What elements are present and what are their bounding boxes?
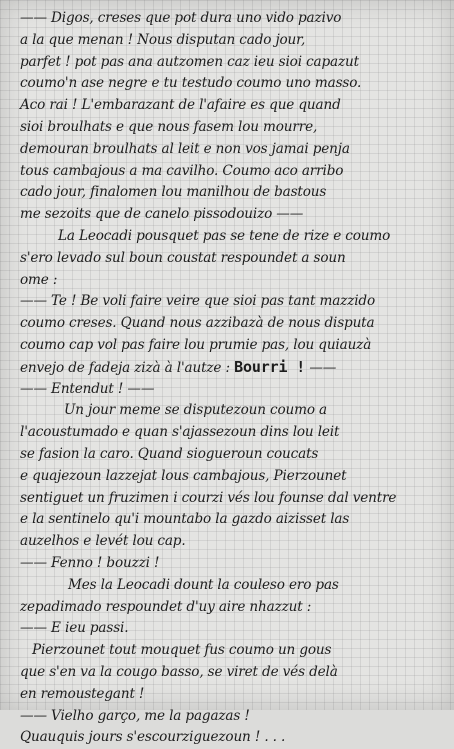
text-line: a la que menan ! Nous disputan cado jour,	[20, 31, 306, 48]
text-line: e quajezoun lazzejat lous cambajous, Pierzounet	[20, 467, 347, 484]
text-line: Quauquis jours s'escourziguezoun ! . . .	[20, 729, 286, 746]
dialogue-line: —— E ieu passi.	[20, 620, 129, 637]
text-line: parfet ! pot pas ana autzomen caz ieu sioi capazut	[20, 53, 359, 70]
text-line: que s'en va la cougo basso, se viret de vés delà	[20, 663, 338, 680]
text-line: coumo cap vol pas faire lou prumie pas, lou quiauzà	[20, 336, 372, 353]
text-line: zepadimado respoundet d'uy aire nhazzut :	[20, 598, 312, 615]
dialogue-line: —— Vielho garço, me la pagazas !	[20, 707, 250, 724]
text-line: sioi broulhats e que nous fasem lou mourre,	[20, 118, 318, 135]
text-line: ome :	[20, 271, 58, 288]
text-line: s'ero levado sul boun coustat respoundet a soun	[20, 249, 346, 266]
paragraph-start-line: Pierzounet tout mouquet fus coumo un gous	[32, 642, 332, 659]
dialogue-line: —— Entendut ! ——	[20, 380, 155, 397]
text-line: en remoustegant !	[20, 685, 145, 702]
emphasis-word: Bourri !	[234, 357, 306, 376]
text-line: se fasion la caro. Quand siogueroun coucats	[20, 445, 319, 462]
paragraph-start-line: Un jour meme se disputezoun coumo a	[64, 402, 328, 419]
text-line: cado jour, finalomen lou manilhou de bastous	[20, 184, 327, 201]
text-line: Aco rai ! L'embarazant de l'afaire es que quand	[20, 97, 341, 114]
text-line: l'acoustumado e quan s'ajassezoun dins lou leit	[20, 424, 340, 441]
dialogue-line: —— Fenno ! bouzzi !	[20, 554, 160, 571]
text-line: coumo'n ase negre e tu testudo coumo uno masso.	[20, 75, 362, 92]
text-fragment: envejo de fadeja zizà à l'autze :	[20, 359, 230, 376]
paragraph-start-line: La Leocadi pousquet pas se tene de rize e coumo	[58, 227, 391, 244]
text-line: tous cambajous a ma cavilho. Coumo aco arribo	[20, 162, 344, 179]
text-line: me sezoits que de canelo pissodouizo ——	[20, 206, 304, 223]
text-line: e la sentinelo qu'i mountabo la gazdo aizisset las	[20, 511, 350, 528]
dash-mark: ——	[309, 359, 337, 376]
text-line-with-emphasis	[20, 357, 448, 379]
text-line: demouran broulhats al leit e non vos jamai penja	[20, 140, 350, 157]
dialogue-line: —— Te ! Be voli faire veire que sioi pas tant mazzido	[20, 293, 375, 310]
text-line: —— Digos, creses que pot dura uno vido pazivo	[20, 10, 342, 26]
text-line: coumo creses. Quand nous azzibazà de nous disputa	[20, 315, 375, 332]
text-line: sentiguet un fruzimen i courzi vés lou founse dal ventre	[20, 489, 397, 506]
paragraph-start-line: Mes la Leocadi dount la couleso ero pas	[68, 576, 339, 593]
text-line: auzelhos e levét lou cap.	[20, 533, 186, 550]
